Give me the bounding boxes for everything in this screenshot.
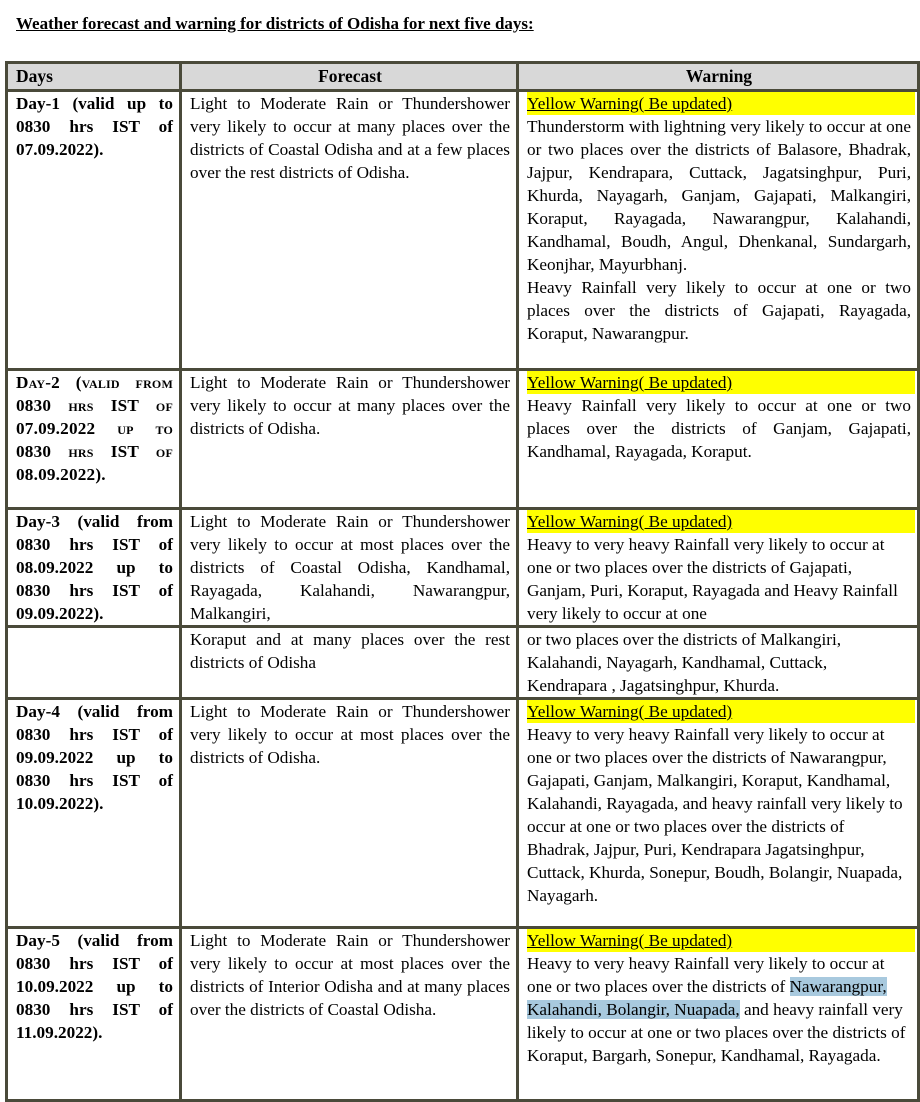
header-warning: Warning xyxy=(518,63,919,91)
warning-text-continued: or two places over the districts of Malkangiri, Kalahandi, Nayagarh, Kandhamal, Cuttack, Kendrapara , Jagatsinghpur, Khurda. xyxy=(518,627,919,699)
day-label: Day-3 (valid from 0830 hrs IST of 08.09.2022 up to 0830 hrs IST of 09.09.2022). xyxy=(7,509,181,627)
forecast-text-continued: Koraput and at many places over the rest districts of Odisha xyxy=(181,627,518,699)
table-header-row xyxy=(7,63,919,91)
warning-cell xyxy=(518,509,919,627)
header-days: Days xyxy=(7,63,181,91)
day-label: Day-4 (valid from 0830 hrs IST of 09.09.2022 up to 0830 hrs IST of 10.09.2022). xyxy=(7,699,181,928)
header-forecast: Forecast xyxy=(181,63,518,91)
table-row-day-5 xyxy=(7,928,919,1101)
table-row-day-4 xyxy=(7,699,919,928)
yellow-warning-tag: Yellow Warning( Be updated) xyxy=(527,929,915,952)
warning-cell xyxy=(518,699,919,928)
table-row-day-3-continued xyxy=(7,627,919,699)
warning-text-continued: and heavy rainfall very likely to occur at one or two places over the districts of Koraput, Bargarh, Sonepur, Kandhamal, Rayagada. xyxy=(527,1000,906,1065)
day-label: Day-2 (valid from 0830 hrs IST of 07.09.2022 up to 0830 hrs IST of 08.09.2022). xyxy=(7,370,181,509)
forecast-text: Light to Moderate Rain or Thundershower very likely to occur at most places over the districts of Coastal Odisha, Kandhamal, Rayagada, Kalahandi, Nawarangpur, Malkangiri, xyxy=(181,509,518,627)
warning-text: Thunderstorm with lightning very likely to occur at one or two places over the districts of Balasore, Bhadrak, Jajpur, Kendrapara, Cuttack, Jagatsinghpur, Puri, Khurda, Nayagarh, Ganjam, Gajapati, Malkangiri, Koraput, Rayagada, Nawarangpur, Kalahandi, Kandhamal, Boudh, Angul, Dhenkanal, Sundargarh, Keonjhar, Mayurbhanj. xyxy=(527,117,911,274)
table-row-day-3 xyxy=(7,509,919,627)
warning-text: Heavy to very heavy Rainfall very likely to occur at one or two places over the districts of Gajapati, Ganjam, Puri, Koraput, Rayagada and Heavy Rainfall very likely to occur at one xyxy=(527,535,898,623)
forecast-text: Light to Moderate Rain or Thundershower very likely to occur at many places over the districts of Coastal Odisha and at a few places over the rest districts of Odisha. xyxy=(181,91,518,370)
warning-cell xyxy=(518,91,919,370)
table-row-day-2 xyxy=(7,370,919,509)
highlighted-districts: Nawarangpur, Kalahandi, Bolangir, Nuapada, xyxy=(527,977,887,1019)
page-title: Weather forecast and warning for districts of Odisha for next five days: xyxy=(16,14,534,33)
day-label: Day-5 (valid from 0830 hrs IST of 10.09.2022 up to 0830 hrs IST of 11.09.2022). xyxy=(7,928,181,1101)
day-label: Day-1 (valid up to 0830 hrs IST of 07.09.2022). xyxy=(7,91,181,370)
forecast-text: Light to Moderate Rain or Thundershower very likely to occur at many places over the districts of Odisha. xyxy=(181,370,518,509)
warning-cell xyxy=(518,370,919,509)
warning-text: Heavy Rainfall very likely to occur at one or two places over the districts of Ganjam, Gajapati, Kandhamal, Rayagada, Koraput. xyxy=(527,396,911,461)
table-row-day-1 xyxy=(7,91,919,370)
yellow-warning-tag: Yellow Warning( Be updated) xyxy=(527,371,915,394)
warning-text: Heavy to very heavy Rainfall very likely to occur at one or two places over the districts of xyxy=(527,954,885,996)
warning-cell xyxy=(518,928,919,1101)
forecast-table xyxy=(5,61,920,1102)
yellow-warning-tag: Yellow Warning( Be updated) xyxy=(527,92,915,115)
yellow-warning-tag: Yellow Warning( Be updated) xyxy=(527,510,915,533)
warning-text: Heavy to very heavy Rainfall very likely to occur at one or two places over the districts of Nawarangpur, Gajapati, Ganjam, Malkangiri, Koraput, Kandhamal, Kalahandi, Rayagada, and heavy rainfall very likely to occur at one or two places over the districts of Bhadrak, Jajpur, Puri, Kendrapara Jagatsinghpur, Cuttack, Khurda, Sonepur, Boudh, Bolangir, Nuapada, Nayagarh. xyxy=(527,725,903,905)
yellow-warning-tag: Yellow Warning( Be updated) xyxy=(527,700,915,723)
warning-text-heavy-rain: Heavy Rainfall very likely to occur at one or two places over the districts of Gajapati, Rayagada, Koraput, Nawarangpur. xyxy=(527,278,911,343)
forecast-text: Light to Moderate Rain or Thundershower very likely to occur at most places over the districts of Interior Odisha and at many places over the districts of Coastal Odisha. xyxy=(181,928,518,1101)
forecast-text: Light to Moderate Rain or Thundershower very likely to occur at most places over the districts of Odisha. xyxy=(181,699,518,928)
day-label-empty xyxy=(7,627,181,699)
